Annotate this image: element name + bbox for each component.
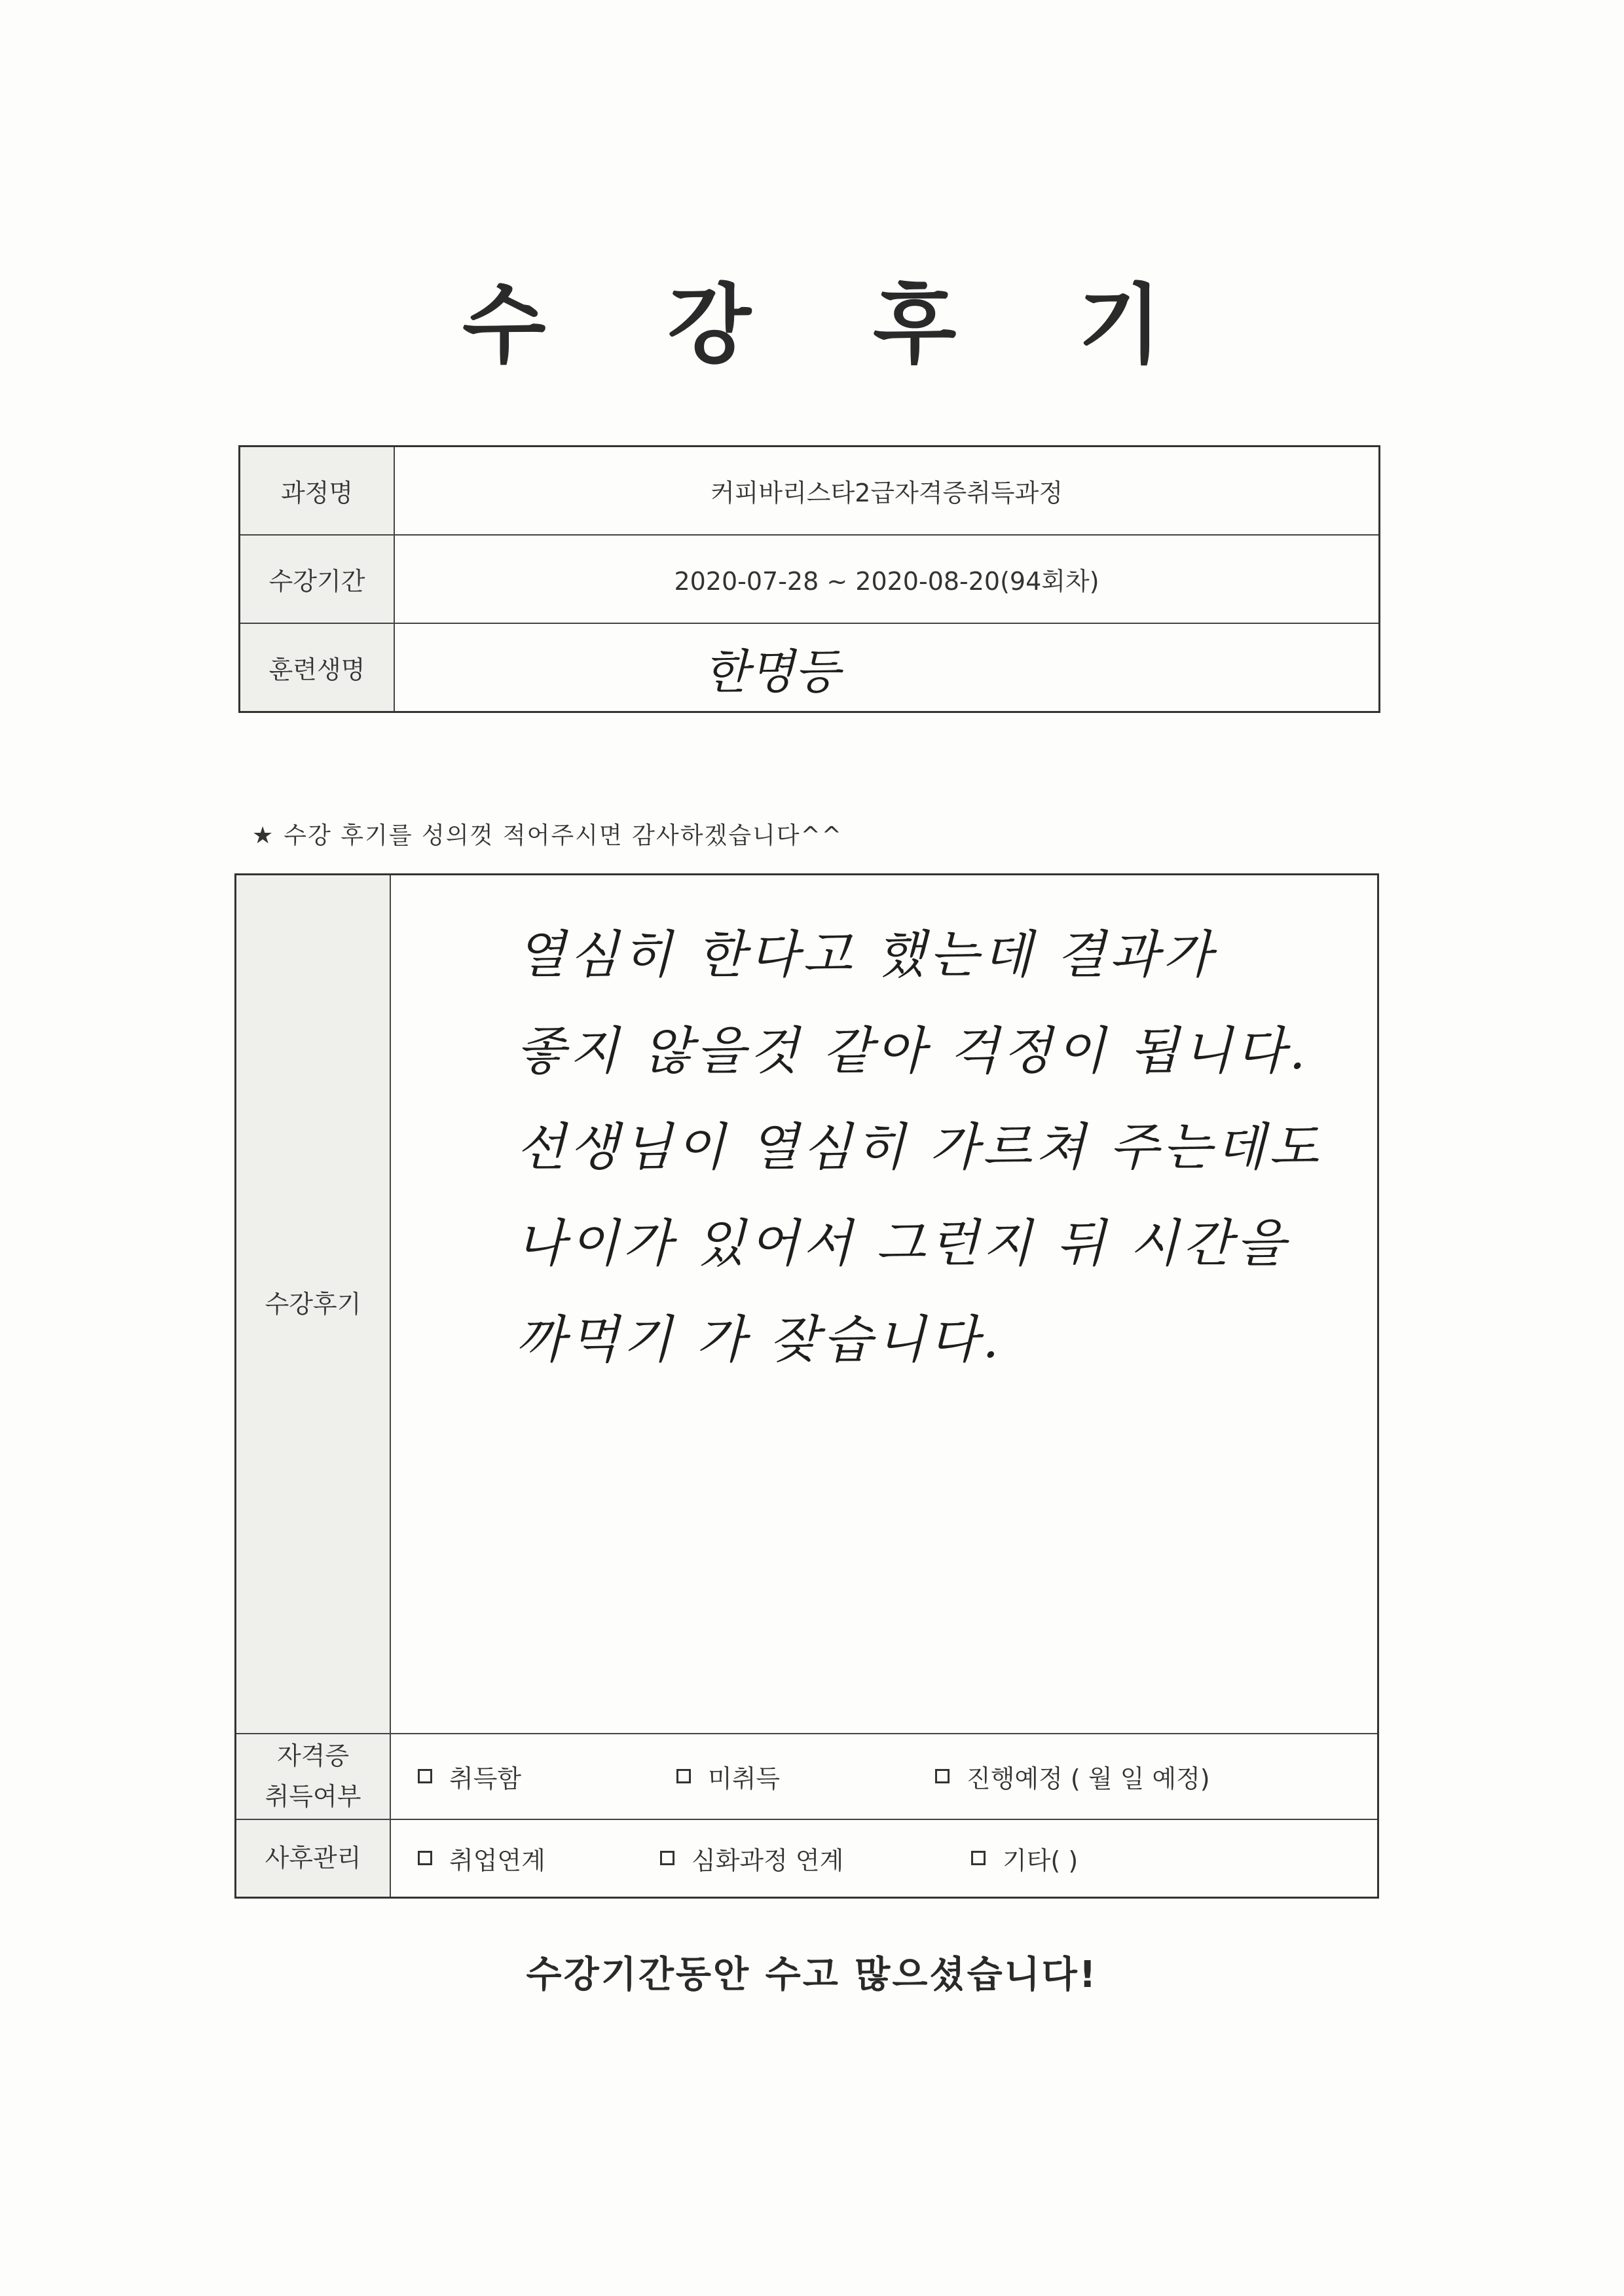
followup-label: 사후관리	[236, 1819, 391, 1898]
instruction-note	[252, 817, 843, 850]
course-label: 과정명	[240, 446, 395, 536]
trainee-name-handwritten: 한명등	[703, 644, 840, 699]
option-planned-label: 진행예정 ( 월 일 예정)	[967, 1764, 1210, 1793]
option-other[interactable]	[971, 1840, 1078, 1876]
checkbox-icon[interactable]	[676, 1769, 691, 1783]
review-row	[236, 875, 1378, 1734]
trainee-cell[interactable]	[394, 623, 1380, 712]
review-line: 열심히 한다고 했는데 결과가	[516, 926, 1216, 985]
period-row	[240, 535, 1380, 623]
option-not-acquired[interactable]	[676, 1758, 935, 1795]
trainee-label: 훈련생명	[240, 623, 395, 712]
option-other-label: 기타( )	[1003, 1846, 1079, 1875]
period-value: 2020-07-28 ~ 2020-08-20(94회차)	[394, 535, 1380, 623]
option-planned[interactable]	[935, 1758, 1210, 1795]
certification-label-line1: 자격증	[276, 1741, 350, 1770]
review-label: 수강후기	[236, 875, 391, 1734]
option-advanced-course[interactable]	[660, 1840, 971, 1876]
option-acquired-label: 취득함	[449, 1764, 522, 1793]
option-not-acquired-label: 미취득	[708, 1764, 781, 1793]
period-label: 수강기간	[240, 535, 395, 623]
course-row	[240, 446, 1380, 536]
checkbox-icon[interactable]	[418, 1851, 432, 1865]
review-handwriting	[392, 876, 1376, 1389]
review-line: 선생님이 열심히 가르쳐 주는데도	[516, 1118, 1323, 1177]
option-advanced-course-label: 심화과정 연계	[692, 1846, 844, 1875]
checkbox-icon[interactable]	[660, 1851, 674, 1865]
certification-row	[236, 1734, 1378, 1819]
option-acquired[interactable]	[418, 1758, 676, 1795]
course-value: 커피바리스타2급자격증취득과정	[394, 446, 1380, 536]
review-line: 까먹기 가 잦습니다.	[516, 1311, 1003, 1370]
review-line: 좋지 않을것 같아 걱정이 됩니다.	[516, 1022, 1310, 1081]
certification-label	[236, 1734, 391, 1819]
instruction-text: 수강 후기를 성의껏 적어주시면 감사하겠습니다^^	[284, 822, 843, 849]
option-job-link-label: 취업연계	[449, 1846, 545, 1875]
closing-message: 수강기간동안 수고 많으셨습니다!	[526, 1954, 1098, 1996]
certification-label-line2: 취득여부	[265, 1782, 361, 1811]
checkbox-icon[interactable]	[935, 1769, 950, 1783]
review-table	[234, 873, 1379, 1899]
star-icon: ★	[252, 822, 275, 849]
option-job-link[interactable]	[418, 1840, 660, 1876]
followup-row	[236, 1819, 1378, 1898]
certification-options	[390, 1734, 1378, 1819]
review-text-area[interactable]	[390, 875, 1378, 1734]
trainee-row	[240, 623, 1380, 712]
checkbox-icon[interactable]	[971, 1851, 986, 1865]
course-info-table	[238, 445, 1380, 713]
followup-options	[390, 1819, 1378, 1898]
checkbox-icon[interactable]	[418, 1769, 432, 1783]
review-line: 나이가 있어서 그런지 뒤 시간을	[516, 1214, 1289, 1273]
document-title: 수 강 후 기	[462, 275, 1208, 376]
